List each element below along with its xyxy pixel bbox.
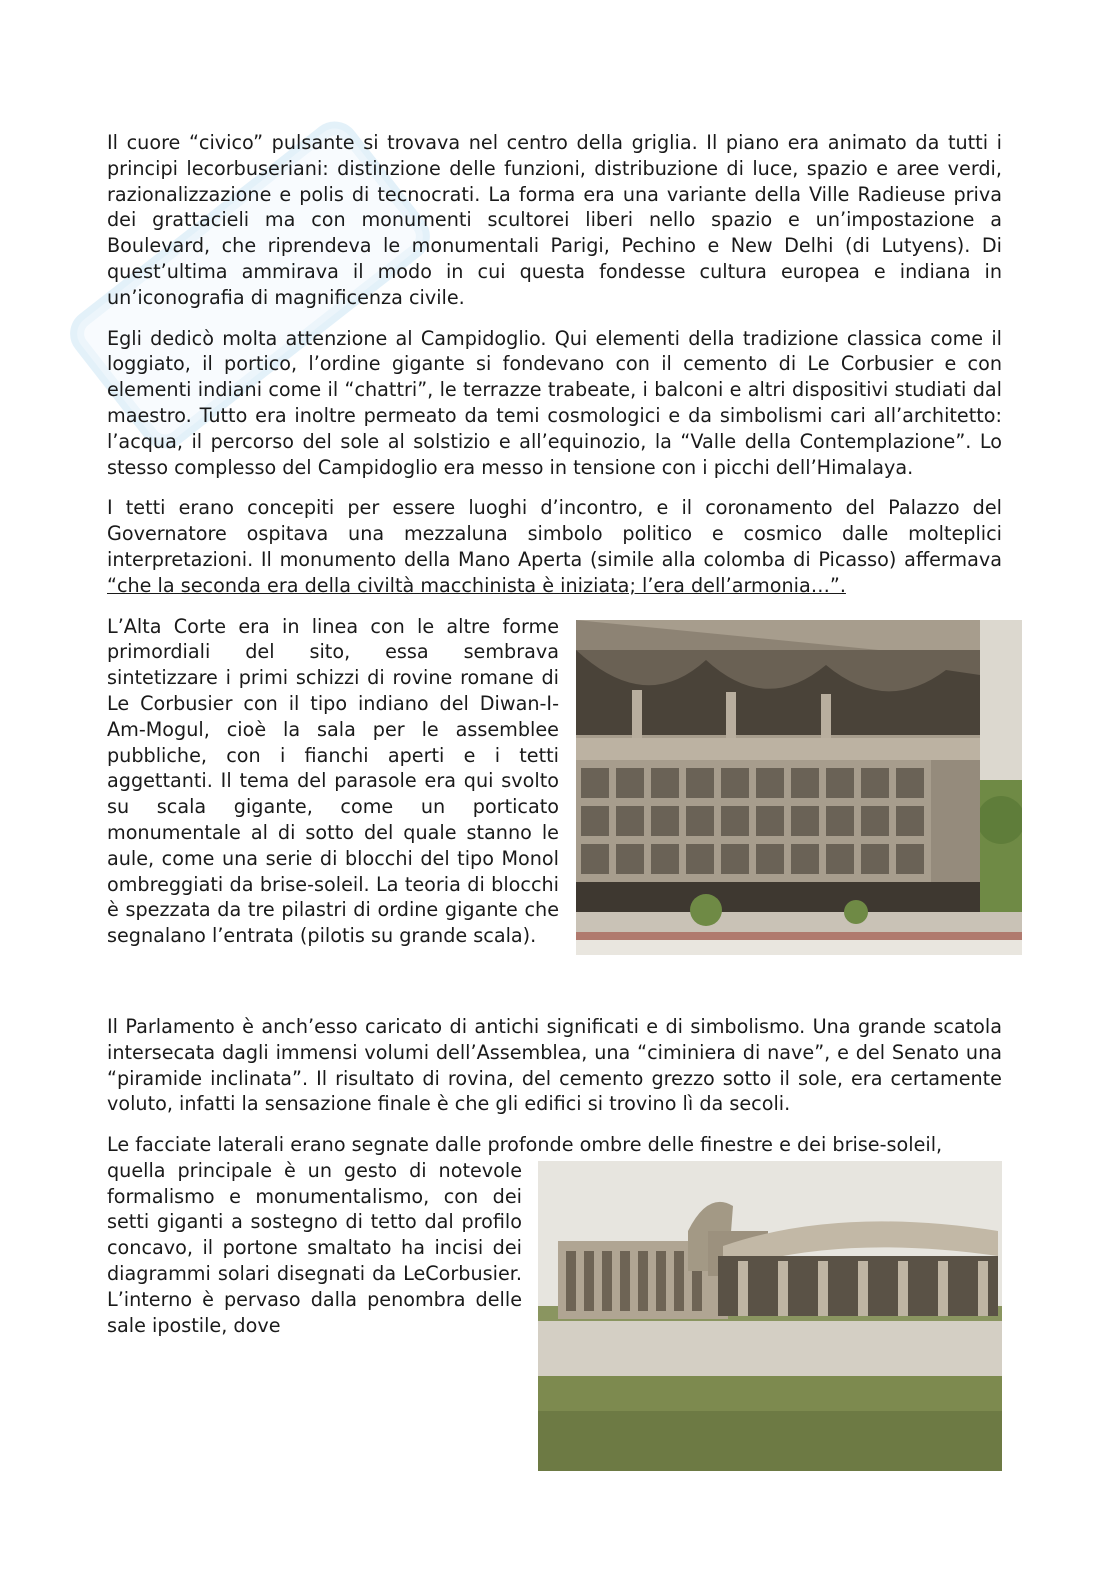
paragraph-facades: quella principale è un gesto di notevole formalismo e monumentalismo, con dei setti giganti a sostegno di tetto dal profilo concavo, il portone smaltato ha incisi dei diagrammi solari disegnati da LeCorbusier. L’interno è pervaso dalla penombra delle sale ipostile, dove <box>107 1158 522 1337</box>
parliament-section <box>107 1158 1002 1471</box>
paragraph-campidoglio: Egli dedicò molta attenzione al Campidoglio. Qui elementi della tradizione classica come il loggiato, il portico, l’ordine gigante si fondevano con il cemento di Le Corbusier e con elementi indiani come il “chattri”, le terrazze trabeate, i balconi e altri dispositivi studiati dal maestro. Tutto era inoltre permeato da temi cosmologici e da simbolismi cari all’architetto: l’acqua, il percorso del sole al solstizio e all’equinozio, la “Valle della Contemplazione”. Lo stesso complesso del Campidoglio era messo in tensione con i picchi dell’Himalaya. <box>107 326 1002 479</box>
open-hand-quote: “che la seconda era della civiltà macchinista è iniziata; l’era dell’armonia…”. <box>107 573 846 597</box>
paragraph-facades-line1: Le facciate laterali erano segnate dalle profonde ombre delle finestre e dei brise-soleil, <box>107 1133 943 1157</box>
paragraph-civic-heart: Il cuore “civico” pulsante si trovava nel centro della griglia. Il piano era animato da tutti i principi lecorbuseriani: distinzione delle funzioni, distribuzione di luce, spazio e aree verdi, razionalizzazione e polis di tecnocrati. La forma era una variante della Ville Radieuse priva dei grattacieli ma con monumenti scultorei liberi nello spazio e un’impostazione a Boulevard, che riprendeva le monumentali Parigi, Pechino e New Delhi (di Lutyens). Di quest’ultima ammirava il modo in cui questa fondesse cultura europea e indiana in un’iconografia di magnificenza civile. <box>107 131 1002 309</box>
high-court-section <box>107 614 1002 964</box>
parliament-photo <box>538 1161 1002 1471</box>
document-page <box>107 130 1002 1471</box>
paragraph-high-court: L’Alta Corte era in linea con le altre forme primordiali del sito, essa sembrava sintetizzare i primi schizzi di rovine romane di Le Corbusier con il tipo indiano del Diwan-I-Am-Mogul, cioè la sala per le assemblee pubbliche, con i fianchi aperti e i tetti aggettanti. Il tema del parasole era qui svolto su scala gigante, come un porticato monumentale al di sotto del quale stanno le aule, come una serie di blocchi del tipo Monol ombreggiati da brise-soleil. La teoria di blocchi è spezzata da tre pilastri di ordine gigante che segnalano l’entrata (pilotis su grande scala). <box>107 614 559 948</box>
paragraph-parliament: Il Parlamento è anch’esso caricato di antichi significati e di simbolismo. Una grande scatola intersecata dagli immensi volumi dell’Assemblea, una “ciminiera di nave”, e del Senato una “piramide inclinata”. Il risultato di rovina, del cemento grezzo sotto il sole, era certamente voluto, infatti la sensazione finale è che gli edifici si trovino lì da secoli. <box>107 1014 1002 1116</box>
paragraph-roofs <box>107 495 1002 598</box>
roofs-text: I tetti erano concepiti per essere luoghi d’incontro, e il coronamento del Palazzo del Governatore ospitava una mezzaluna simbolo politico e cosmico dalle molteplici interpretazioni. Il monumento della Mano Aperta (simile alla colomba di Picasso) affermava <box>107 496 1002 571</box>
high-court-photo <box>576 620 1022 955</box>
